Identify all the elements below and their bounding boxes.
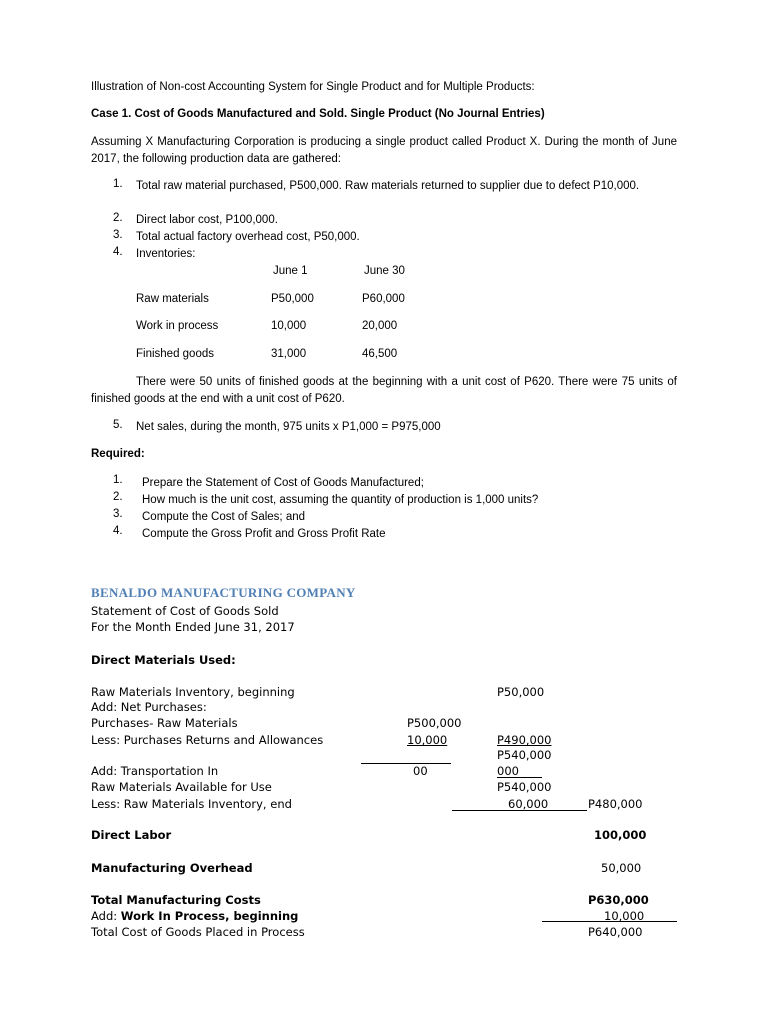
- document-title: Illustration of Non-cost Accounting System for Single Product and for Multiple Products:: [91, 81, 535, 93]
- inventory-cell: P50,000: [271, 293, 314, 305]
- stmt-label-bold: Work In Process, beginning: [120, 909, 299, 923]
- inventory-cell: P60,000: [362, 293, 405, 305]
- stmt-value: 10,000: [407, 733, 448, 747]
- item-number: 1.: [113, 178, 123, 190]
- inventory-col-june30: June 30: [364, 265, 405, 277]
- stmt-label: Raw Materials Inventory, beginning: [91, 685, 295, 699]
- stmt-value: 00: [413, 764, 428, 778]
- stmt-value: P630,000: [588, 893, 649, 907]
- stmt-value: 100,000: [594, 828, 647, 842]
- required-number: 4.: [113, 525, 123, 537]
- stmt-value: 10,000: [604, 909, 645, 923]
- stmt-label: Raw Materials Available for Use: [91, 780, 272, 794]
- required-text: Prepare the Statement of Cost of Goods Manufactured;: [142, 477, 424, 489]
- stmt-value: P490,000: [497, 733, 552, 747]
- stmt-label: Manufacturing Overhead: [91, 861, 253, 875]
- stmt-label: Direct Labor: [91, 828, 172, 842]
- required-text: How much is the unit cost, assuming the quantity of production is 1,000 units?: [142, 494, 539, 506]
- stmt-label: Total Cost of Goods Placed in Process: [91, 925, 305, 939]
- item-text: Inventories:: [136, 248, 196, 260]
- item-number: 2.: [113, 212, 123, 224]
- direct-materials-heading: Direct Materials Used:: [91, 653, 236, 667]
- inventory-row-label: Work in process: [136, 320, 219, 332]
- inventory-row-label: Raw materials: [136, 293, 209, 305]
- stmt-value: P540,000: [497, 780, 552, 794]
- stmt-value: P500,000: [407, 716, 462, 730]
- item-number: 5.: [113, 419, 123, 431]
- statement-title: Statement of Cost of Goods Sold: [91, 604, 279, 618]
- stmt-label: Less: Purchases Returns and Allowances: [91, 733, 324, 747]
- item-text: Direct labor cost, P100,000.: [136, 214, 278, 226]
- company-name: BENALDO MANUFACTURING COMPANY: [91, 585, 356, 600]
- stmt-label: [91, 909, 298, 923]
- required-number: 1.: [113, 474, 123, 486]
- stmt-label-prefix: Add:: [91, 909, 121, 923]
- stmt-value: P50,000: [497, 685, 545, 699]
- statement-period: For the Month Ended June 31, 2017: [91, 620, 295, 634]
- inventory-cell: 10,000: [271, 320, 307, 332]
- stmt-value: P540,000: [497, 748, 552, 762]
- required-heading: Required:: [91, 448, 145, 460]
- stmt-label: Purchases- Raw Materials: [91, 716, 238, 730]
- stmt-label: Less: Raw Materials Inventory, end: [91, 797, 292, 811]
- stmt-label: Add: Net Purchases:: [91, 700, 207, 714]
- stmt-value: 000: [497, 764, 519, 778]
- item-number: 4.: [113, 246, 123, 258]
- stmt-label: Add: Transportation In: [91, 764, 219, 778]
- underline-rule: [497, 777, 542, 778]
- stmt-label: Total Manufacturing Costs: [91, 893, 261, 907]
- units-note: There were 50 units of finished goods at the beginning with a unit cost of P620. There were 75 units of finished goods at the end with a unit cost of P620.: [91, 376, 677, 405]
- intro-paragraph: Assuming X Manufacturing Corporation is producing a single product called Product X. During the month of June 2017, the following production data are gathered:: [91, 136, 677, 165]
- inventory-cell: 46,500: [362, 348, 398, 360]
- item-number: 3.: [113, 229, 123, 241]
- underline-rule: [542, 921, 677, 922]
- stmt-value: 50,000: [601, 861, 642, 875]
- underline-rule: [361, 763, 451, 764]
- inventory-cell: 20,000: [362, 320, 398, 332]
- item-text: Total raw material purchased, P500,000. Raw materials returned to supplier due to defect P10,000.: [136, 180, 640, 192]
- required-text: Compute the Cost of Sales; and: [142, 511, 306, 523]
- item-text: Total actual factory overhead cost, P50,000.: [136, 231, 360, 243]
- underline-rule: [452, 810, 587, 811]
- item-text: Net sales, during the month, 975 units x P1,000 = P975,000: [136, 421, 441, 433]
- required-number: 3.: [113, 508, 123, 520]
- case-heading: Case 1. Cost of Goods Manufactured and Sold. Single Product (No Journal Entries): [91, 108, 545, 120]
- stmt-value: P480,000: [588, 797, 643, 811]
- stmt-value: 60,000: [508, 797, 549, 811]
- stmt-value: P640,000: [588, 925, 643, 939]
- inventory-row-label: Finished goods: [136, 348, 214, 360]
- required-text: Compute the Gross Profit and Gross Profit Rate: [142, 528, 386, 540]
- inventory-col-june1: June 1: [273, 265, 308, 277]
- required-number: 2.: [113, 491, 123, 503]
- inventory-cell: 31,000: [271, 348, 307, 360]
